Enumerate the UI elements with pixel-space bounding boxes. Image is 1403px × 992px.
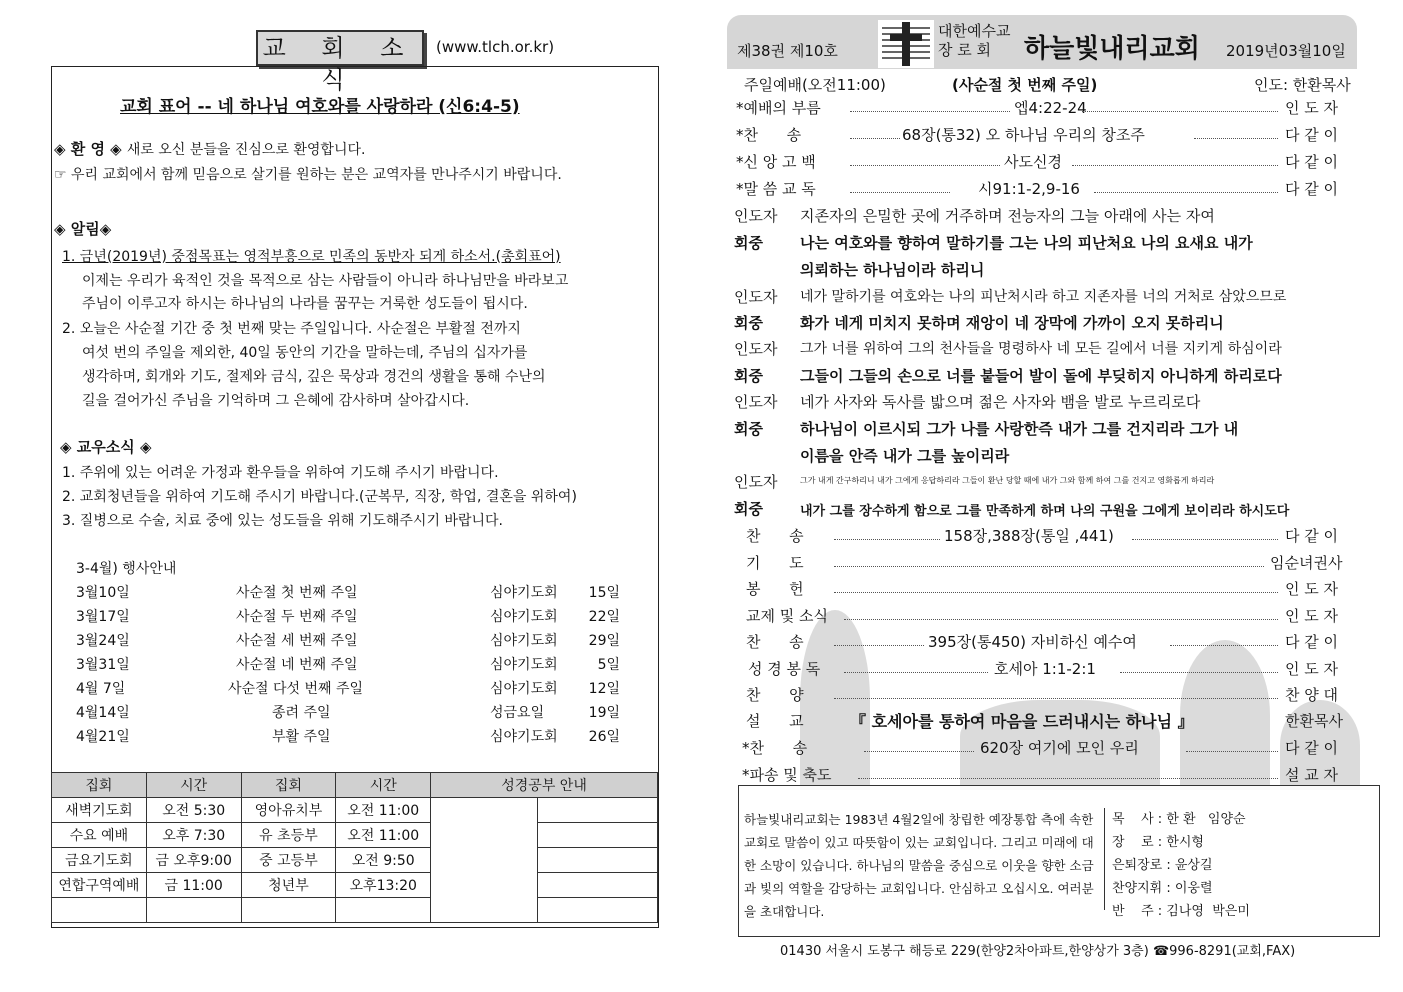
website-link[interactable]: (www.tlch.or.kr) bbox=[436, 38, 555, 56]
table-cell: 연합구역예배 bbox=[52, 873, 147, 898]
notice-line: 길을 걸어가신 주님을 기억하며 그 은혜에 감사하며 살아갑시다. bbox=[82, 393, 470, 409]
order-who: 다 같 이 bbox=[1285, 527, 1339, 545]
reading-line: 화가 네게 미치지 못하며 재앙이 네 장막에 가까이 오지 못하리니 bbox=[800, 314, 1224, 332]
order-who: 인 도 자 bbox=[1285, 580, 1339, 598]
reading-line: 네가 말하기를 여호와는 나의 피난처시라 하고 지존자를 너의 거처로 삼았으므로 bbox=[800, 289, 1287, 305]
reading-role: 회중 bbox=[734, 420, 763, 438]
table-cell bbox=[146, 898, 241, 923]
notice-line: 1. 금년(2019년) 중점목표는 영적부흥으로 민족의 동반자 되게 하소서.(총회표어) bbox=[62, 249, 561, 265]
background-art bbox=[800, 610, 870, 790]
table-cell: 중 고등부 bbox=[241, 848, 336, 873]
event-day: 12일 bbox=[588, 681, 620, 697]
event-day: 19일 bbox=[588, 705, 620, 721]
leader-dots bbox=[864, 751, 974, 752]
leader-dots bbox=[834, 539, 940, 540]
prayer-heading: ◈ 교우소식 ◈ bbox=[60, 438, 152, 456]
notice-line: 생각하며, 회개와 기도, 절제와 금식, 깊은 묵상과 경건의 생활을 통해 수난의 bbox=[82, 369, 546, 385]
order-who: 인 도 자 bbox=[1285, 99, 1339, 117]
leader-dots bbox=[1170, 645, 1278, 646]
order-content: 시91:1-2,9-16 bbox=[978, 180, 1080, 198]
event-date: 3월10일 bbox=[76, 585, 130, 601]
event-name: 종려 주일 bbox=[272, 705, 331, 721]
notice-line: 이제는 우리가 육적인 것을 목적으로 삼는 사람들이 아니라 하나님만을 바라보고 bbox=[82, 273, 569, 289]
reading-role: 회중 bbox=[734, 367, 763, 385]
order-who: 설 교 자 bbox=[1285, 766, 1339, 784]
event-name: 사순절 첫 번째 주일 bbox=[236, 585, 358, 601]
event-meeting: 심야기도회 bbox=[490, 609, 558, 625]
bible-study-cell bbox=[538, 848, 658, 873]
church-name: 하늘빛내리교회 bbox=[1024, 34, 1200, 64]
leader-dots bbox=[1194, 138, 1278, 139]
prayer-line: 2. 교회청년들을 위하여 기도해 주시기 바랍니다.(군복무, 직장, 학업, 결혼을 위하여) bbox=[62, 489, 577, 505]
leader-dots bbox=[1132, 539, 1278, 540]
order-who: 다 같 이 bbox=[1285, 739, 1339, 757]
table-cell: 오전 5:30 bbox=[146, 798, 241, 823]
leader-dots bbox=[834, 698, 1278, 699]
event-meeting: 심야기도회 bbox=[490, 729, 558, 745]
welcome-text: 새로 오신 분들을 진심으로 환영합니다. bbox=[126, 142, 366, 158]
staff-line: 목 사 : 한 환 임양순 bbox=[1112, 812, 1246, 827]
table-cell: 오후13:20 bbox=[336, 873, 431, 898]
table-cell bbox=[52, 898, 147, 923]
leader-dots bbox=[850, 138, 900, 139]
order-item: *예배의 부름 bbox=[736, 99, 821, 117]
col-header: 성경공부 안내 bbox=[431, 773, 658, 798]
order-item: 봉 헌 bbox=[746, 580, 804, 598]
event-meeting: 심야기도회 bbox=[490, 585, 558, 601]
leader-dots bbox=[834, 592, 1278, 593]
staff-line: 은퇴장로 : 윤상길 bbox=[1112, 858, 1213, 873]
staff-line: 장 로 : 한시형 bbox=[1112, 835, 1204, 850]
leader-dots bbox=[1082, 111, 1278, 112]
staff-line: 찬양지휘 : 이웅렬 bbox=[1112, 881, 1213, 896]
leader-dots bbox=[1186, 751, 1278, 752]
order-item: 성 경 봉 독 bbox=[748, 660, 821, 678]
table-row bbox=[52, 798, 658, 823]
col-header: 집회 bbox=[52, 773, 147, 798]
col-header: 집회 bbox=[241, 773, 336, 798]
event-date: 3월24일 bbox=[76, 633, 130, 649]
leader-dots bbox=[844, 672, 988, 673]
leader-dots bbox=[834, 645, 924, 646]
order-who: 임순녀권사 bbox=[1270, 554, 1343, 572]
event-day: 26일 bbox=[588, 729, 620, 745]
order-who: 다 같 이 bbox=[1285, 126, 1339, 144]
table-row bbox=[52, 823, 658, 848]
event-date: 3월31일 bbox=[76, 657, 130, 673]
table-row bbox=[52, 848, 658, 873]
order-item: 찬 송 bbox=[746, 633, 804, 651]
table-row bbox=[52, 898, 658, 923]
prayer-line: 3. 질병으로 수술, 치료 중에 있는 성도들을 위해 기도해주시기 바랍니다. bbox=[62, 513, 503, 529]
order-who: 다 같 이 bbox=[1285, 180, 1339, 198]
order-content: 620장 여기에 모인 우리 bbox=[980, 739, 1139, 757]
table-cell: 오전 9:50 bbox=[336, 848, 431, 873]
welcome-heading: ◈ 환 영 ◈ bbox=[54, 140, 122, 158]
order-item: *신 앙 고 백 bbox=[736, 153, 816, 171]
table-cell: 유 초등부 bbox=[241, 823, 336, 848]
order-content: 엡4:22-24 bbox=[1014, 99, 1087, 117]
event-date: 4월21일 bbox=[76, 729, 130, 745]
church-address: 01430 서울시 도봉구 해등로 229(한양2차아파트,한양상가 3층) ☎996-8291(교회,FAX) bbox=[780, 944, 1296, 959]
reading-line: 그들이 그들의 손으로 너를 붙들어 발이 돌에 부딪히지 아니하게 하리로다 bbox=[800, 367, 1282, 385]
event-date: 3월17일 bbox=[76, 609, 130, 625]
leader-dots bbox=[850, 192, 950, 193]
event-day: 15일 bbox=[588, 585, 620, 601]
order-who: 인 도 자 bbox=[1285, 660, 1339, 678]
denomination bbox=[938, 22, 1010, 60]
sermon-title: 『 호세아를 통하여 마음을 드러내시는 하나님 』 bbox=[850, 712, 1194, 731]
service-theme: (사순절 첫 번째 주일) bbox=[952, 76, 1098, 94]
leader-dots bbox=[1120, 672, 1278, 673]
order-item: 설 교 bbox=[746, 712, 804, 730]
notice-heading: ◈ 알림◈ bbox=[54, 220, 112, 238]
order-who: 찬 양 대 bbox=[1285, 686, 1339, 704]
order-content: 사도신경 bbox=[1004, 153, 1062, 171]
service-leader: 인도: 한환목사 bbox=[1254, 76, 1351, 94]
order-who: 다 같 이 bbox=[1285, 633, 1339, 651]
table-cell bbox=[336, 898, 431, 923]
table-cell: 오전 11:00 bbox=[336, 798, 431, 823]
table-cell: 청년부 bbox=[241, 873, 336, 898]
event-date: 4월14일 bbox=[76, 705, 130, 721]
denomination-line: 장 로 회 bbox=[938, 41, 992, 59]
welcome-note: ☞ 우리 교회에서 함께 믿음으로 살기를 원하는 분은 교역자를 만나주시기 바랍니다. bbox=[54, 167, 562, 183]
leader-dots bbox=[1072, 165, 1278, 166]
table-cell: 금요기도회 bbox=[52, 848, 147, 873]
table-cell: 금 오후9:00 bbox=[146, 848, 241, 873]
order-item: *말 씀 교 독 bbox=[736, 180, 816, 198]
reading-role: 인도자 bbox=[734, 393, 778, 411]
leader-dots bbox=[1094, 192, 1278, 193]
event-day: 5일 bbox=[597, 657, 620, 673]
reading-line: 네가 사자와 독사를 밟으며 젊은 사자와 뱀을 발로 누르리로다 bbox=[800, 393, 1201, 411]
info-divider bbox=[1104, 808, 1105, 910]
reading-line: 그가 너를 위하여 그의 천사들을 명령하사 네 모든 길에서 너를 지키게 하심이라 bbox=[800, 341, 1282, 357]
event-date: 4월 7일 bbox=[76, 681, 126, 697]
event-name: 사순절 두 번째 주일 bbox=[236, 609, 358, 625]
event-day: 22일 bbox=[588, 609, 620, 625]
table-cell: 영아유치부 bbox=[241, 798, 336, 823]
leader-dots bbox=[850, 111, 1010, 112]
order-content: 68장(통32) 오 하나님 우리의 창조주 bbox=[902, 126, 1145, 144]
prayer-line: 1. 주위에 있는 어려운 가정과 환우들을 위하여 기도해 주시기 바랍니다. bbox=[62, 465, 499, 481]
event-meeting: 심야기도회 bbox=[490, 633, 558, 649]
reading-line: 나는 여호와를 향하여 말하기를 그는 나의 피난처요 나의 요새요 내가 bbox=[800, 234, 1253, 252]
table-cell: 새벽기도회 bbox=[52, 798, 147, 823]
col-header: 시간 bbox=[146, 773, 241, 798]
order-item: *찬 송 bbox=[742, 739, 808, 757]
bible-study-cell bbox=[431, 798, 538, 923]
table-header-row bbox=[52, 773, 658, 798]
event-name: 부활 주일 bbox=[272, 729, 331, 745]
reading-role: 인도자 bbox=[734, 473, 778, 491]
events-heading: 3-4월) 행사안내 bbox=[76, 561, 177, 577]
event-name: 사순절 세 번째 주일 bbox=[236, 633, 358, 649]
reading-role: 인도자 bbox=[734, 207, 778, 225]
col-header: 시간 bbox=[336, 773, 431, 798]
order-item: 찬 양 bbox=[746, 686, 804, 704]
reading-line: 지존자의 은밀한 곳에 거주하며 전능자의 그늘 아래에 사는 자여 bbox=[800, 207, 1215, 225]
reading-line: 이름을 안즉 내가 그를 높이리라 bbox=[800, 447, 1010, 465]
event-meeting: 심야기도회 bbox=[490, 681, 558, 697]
denomination-line: 대한예수교 bbox=[938, 22, 1011, 40]
order-item: 찬 송 bbox=[746, 527, 804, 545]
event-meeting: 심야기도회 bbox=[490, 657, 558, 673]
leader-dots bbox=[834, 566, 1264, 567]
church-logo-icon bbox=[878, 20, 934, 68]
reading-role: 인도자 bbox=[734, 288, 778, 306]
staff-line: 반 주 : 김나영 박은미 bbox=[1112, 904, 1250, 919]
event-name: 사순절 네 번째 주일 bbox=[236, 657, 358, 673]
leader-dots bbox=[844, 619, 1278, 620]
order-item: *찬 송 bbox=[736, 126, 802, 144]
order-item: 기 도 bbox=[746, 554, 804, 572]
event-name: 사순절 다섯 번째 주일 bbox=[228, 681, 364, 697]
reading-line: 의뢰하는 하나님이라 하리니 bbox=[800, 261, 985, 279]
order-item: 교제 및 소식 bbox=[746, 607, 828, 625]
order-content: 호세아 1:1-2:1 bbox=[994, 660, 1096, 678]
order-who: 다 같 이 bbox=[1285, 153, 1339, 171]
order-item: *파송 및 축도 bbox=[742, 766, 832, 784]
reading-role: 회중 bbox=[734, 234, 763, 252]
service-time: 주일예배(오전11:00) bbox=[744, 76, 886, 94]
table-row bbox=[52, 873, 658, 898]
church-about: 하늘빛내리교회는 1983년 4월2일에 창립한 예장통합 측에 속한 교회로 말씀이 있고 따뜻함이 있는 교회입니다. 그리고 미래에 대한 소망이 있습니다. 하나님의 말씀을 중심으로 이웃을 향한 소금과 빛의 역할을 감당하는 교회입니다. 안심하고 오십시오. 여러분을 초대합니다. bbox=[744, 812, 1094, 919]
table-cell: 오전 11:00 bbox=[336, 823, 431, 848]
table-cell: 수요 예배 bbox=[52, 823, 147, 848]
event-day: 29일 bbox=[588, 633, 620, 649]
order-who: 인 도 자 bbox=[1285, 607, 1339, 625]
welcome-section bbox=[54, 138, 365, 159]
bible-study-cell bbox=[538, 898, 658, 923]
order-content: 395장(통450) 자비하신 예수여 bbox=[928, 633, 1137, 651]
table-cell bbox=[241, 898, 336, 923]
order-who: 한환목사 bbox=[1285, 712, 1343, 730]
reading-role: 회중 bbox=[734, 314, 763, 332]
notice-line: 2. 오늘은 사순절 기간 중 첫 번째 맞는 주일입니다. 사순절은 부활절 전까지 bbox=[62, 321, 521, 337]
bible-study-cell bbox=[538, 823, 658, 848]
meeting-schedule-table bbox=[51, 772, 658, 923]
reading-line: 내가 그를 장수하게 함으로 그를 만족하게 하며 나의 구원을 그에게 보이리라 하시도다 bbox=[800, 504, 1290, 519]
reading-line: 그가 내게 간구하리니 내가 그에게 응답하리라 그들이 환난 당할 때에 내가 그와 함께 하여 그를 건지고 영화롭게 하리라 bbox=[800, 476, 1215, 485]
notice-line: 여섯 번의 주일을 제외한, 40일 동안의 기간을 말하는데, 주님의 십자가를 bbox=[82, 345, 528, 361]
event-meeting: 성금요일 bbox=[490, 705, 545, 721]
reading-line: 하나님이 이르시되 그가 나를 사랑한즉 내가 그를 건지리라 그가 내 bbox=[800, 420, 1239, 438]
leader-dots bbox=[850, 165, 1000, 166]
reading-role: 인도자 bbox=[734, 340, 778, 358]
news-title: 교 회 소 식 bbox=[256, 30, 424, 66]
leader-dots bbox=[858, 778, 1278, 779]
table-cell: 금 11:00 bbox=[146, 873, 241, 898]
bible-study-cell bbox=[538, 798, 658, 823]
staff-list bbox=[1112, 808, 1250, 923]
order-content: 158장,388장(통일 ,441) bbox=[944, 527, 1114, 545]
church-motto: 교회 표어 -- 네 하나님 여호와를 사랑하라 (신6:4-5) bbox=[120, 97, 520, 117]
bulletin-date: 2019년03월10일 bbox=[1226, 42, 1346, 60]
volume-number: 제38권 제10호 bbox=[737, 42, 838, 60]
bible-study-cell bbox=[538, 873, 658, 898]
reading-role: 회중 bbox=[734, 500, 763, 518]
table-cell: 오후 7:30 bbox=[146, 823, 241, 848]
notice-line: 주님이 이루고자 하시는 하나님의 나라를 꿈꾸는 거룩한 성도들이 됩시다. bbox=[82, 296, 528, 312]
